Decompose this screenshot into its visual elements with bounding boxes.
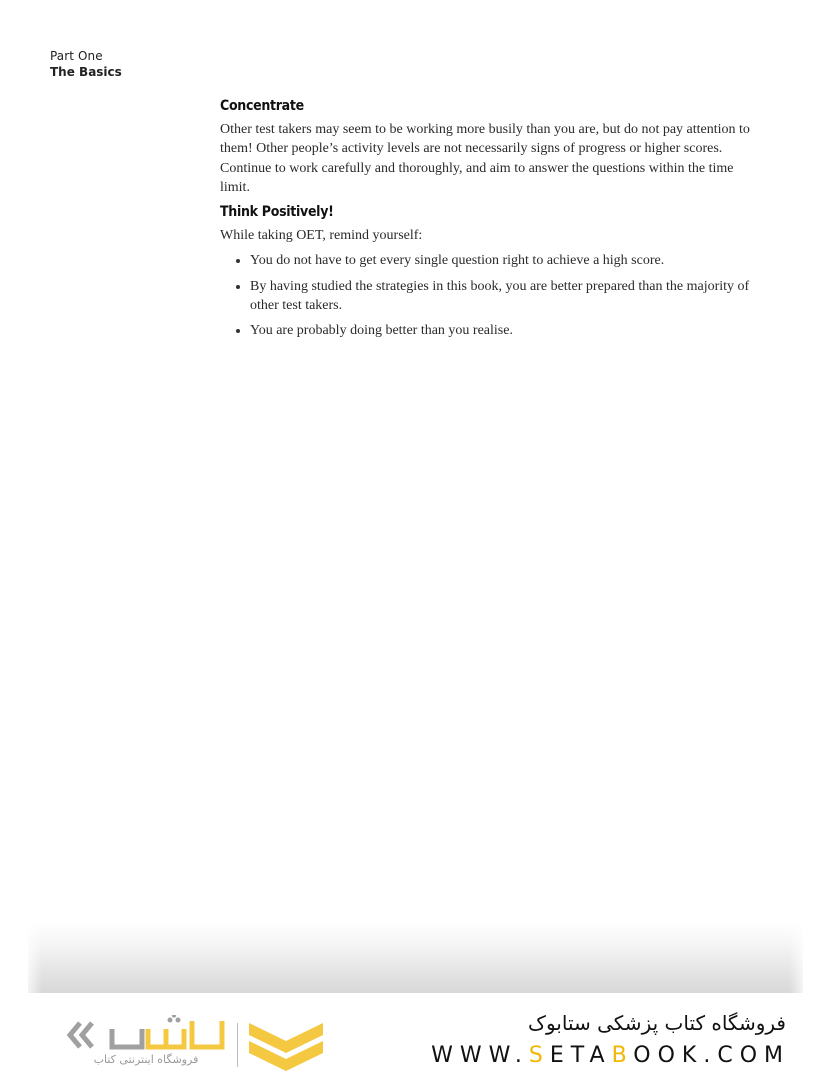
bullet-icon	[236, 285, 240, 289]
heading-concentrate: Concentrate	[220, 98, 304, 114]
heading-think-positively: Think Positively!	[220, 204, 334, 221]
url-highlight: S	[528, 1043, 550, 1068]
shop-name: فروشگاه کتاب پزشکی ستابوک	[528, 1011, 786, 1035]
double-chevron-icon	[66, 1021, 106, 1049]
list-item	[232, 321, 760, 340]
url-part: ETA	[549, 1043, 612, 1068]
list-item-text: You do not have to get every single question right to achieve a high score.	[250, 253, 665, 269]
logo-script-icon	[108, 1015, 226, 1055]
list-item-text: By having studied the strategies in this book, you are better prepared than the majority of other test takers.	[250, 278, 750, 314]
part-label: Part One	[50, 49, 103, 63]
bullet-list	[220, 251, 760, 340]
website-url[interactable]	[431, 1043, 790, 1068]
logo-divider	[237, 1023, 238, 1067]
logo-tagline: فروشگاه اینترنتی کتاب	[93, 1053, 199, 1066]
page-content	[220, 97, 760, 347]
list-item-text: You are probably doing better than you realise.	[250, 323, 513, 339]
running-head	[50, 48, 122, 80]
bullet-icon	[236, 259, 240, 263]
bullet-icon	[236, 329, 240, 333]
paragraph-concentrate: Other test takers may seem to be working more busily than you are, but do not pay attention to them! Other people’s activity levels are not necessarily signs of progress or higher scores. Continue to work carefully and thoroughly, and aim to answer the questions within the time limit.	[220, 122, 750, 195]
list-item	[232, 251, 760, 270]
page-bottom-shadow	[28, 922, 803, 993]
setabook-logo[interactable]	[66, 1013, 326, 1071]
url-part: OOK.COM	[633, 1043, 790, 1068]
section-label: The Basics	[50, 65, 122, 79]
url-highlight: B	[611, 1043, 634, 1068]
paragraph-intro: While taking OET, remind yourself:	[220, 228, 423, 244]
chevron-emblem-icon	[249, 1017, 323, 1073]
list-item	[232, 277, 760, 316]
url-part: WWW.	[431, 1043, 529, 1068]
footer-banner	[0, 993, 832, 1080]
logo-wordmark	[66, 1013, 226, 1071]
